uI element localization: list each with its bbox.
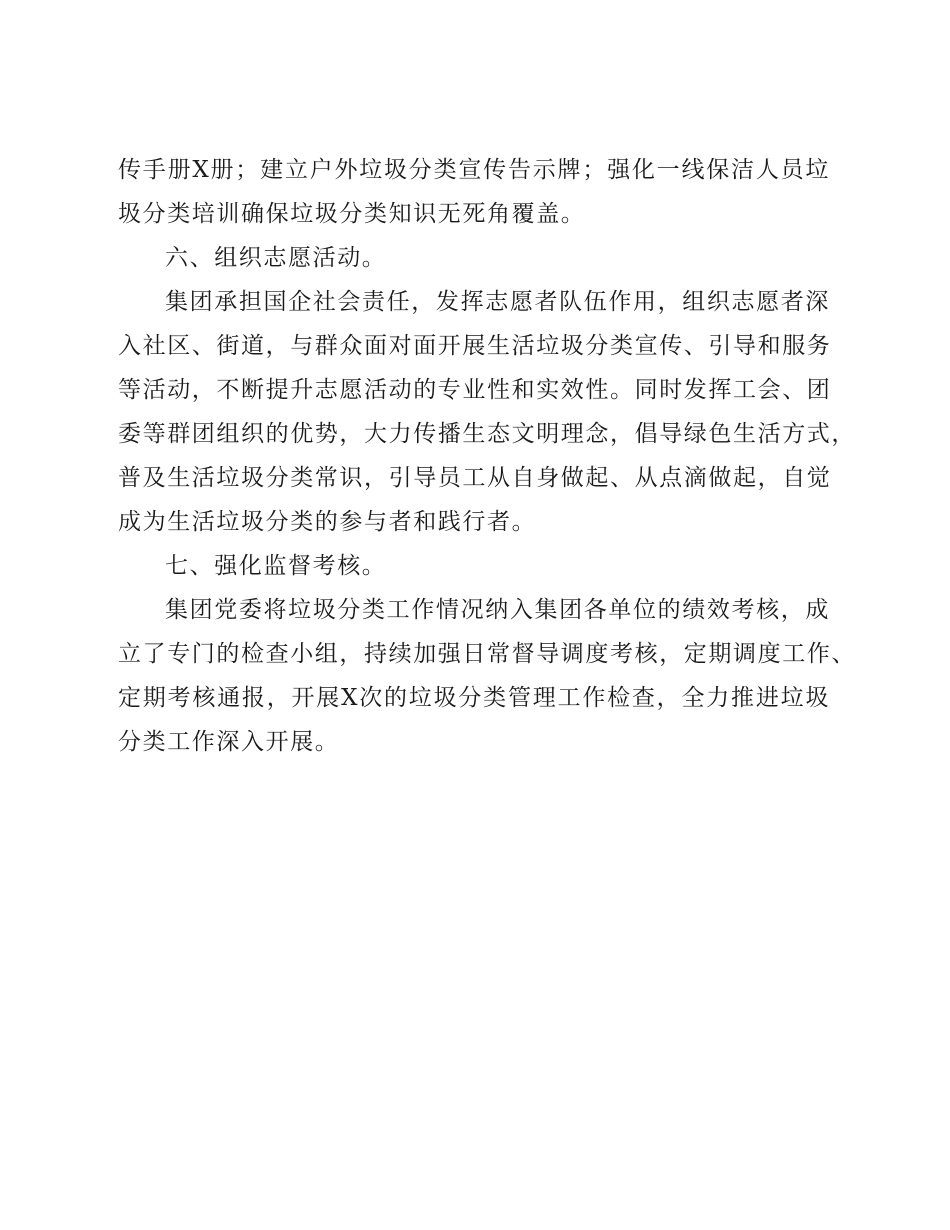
text-line: 分类工作深入开展。 bbox=[118, 729, 340, 755]
section-heading: 六、组织志愿活动。 bbox=[165, 245, 387, 271]
text-line: 集团党委将垃圾分类工作情况纳入集团各单位的绩效考核，成 bbox=[165, 597, 830, 623]
text-line: 立了专门的检查小组，持续加强日常督导调度考核，定期调度工作、 bbox=[118, 641, 856, 667]
text-line: 圾分类培训确保垃圾分类知识无死角覆盖。 bbox=[118, 201, 586, 227]
text-line: 传手册X册；建立户外垃圾分类宣传告示牌；强化一线保洁人员垃 bbox=[118, 157, 830, 183]
text-line: 定期考核通报，开展X次的垃圾分类管理工作检查，全力推进垃圾 bbox=[118, 685, 830, 711]
text-line: 普及生活垃圾分类常识，引导员工从自身做起、从点滴做起，自觉 bbox=[118, 465, 832, 491]
text-line: 入社区、街道，与群众面对面开展生活垃圾分类宣传、引导和服务 bbox=[118, 333, 832, 359]
text-line: 等活动，不断提升志愿活动的专业性和实效性。同时发挥工会、团 bbox=[118, 377, 832, 403]
text-line: 成为生活垃圾分类的参与者和践行者。 bbox=[118, 509, 537, 535]
text-line: 委等群团组织的优势，大力传播生态文明理念，倡导绿色生活方式， bbox=[118, 421, 856, 447]
section-heading: 七、强化监督考核。 bbox=[165, 553, 387, 579]
text-line: 集团承担国企社会责任，发挥志愿者队伍作用，组织志愿者深 bbox=[165, 289, 830, 315]
